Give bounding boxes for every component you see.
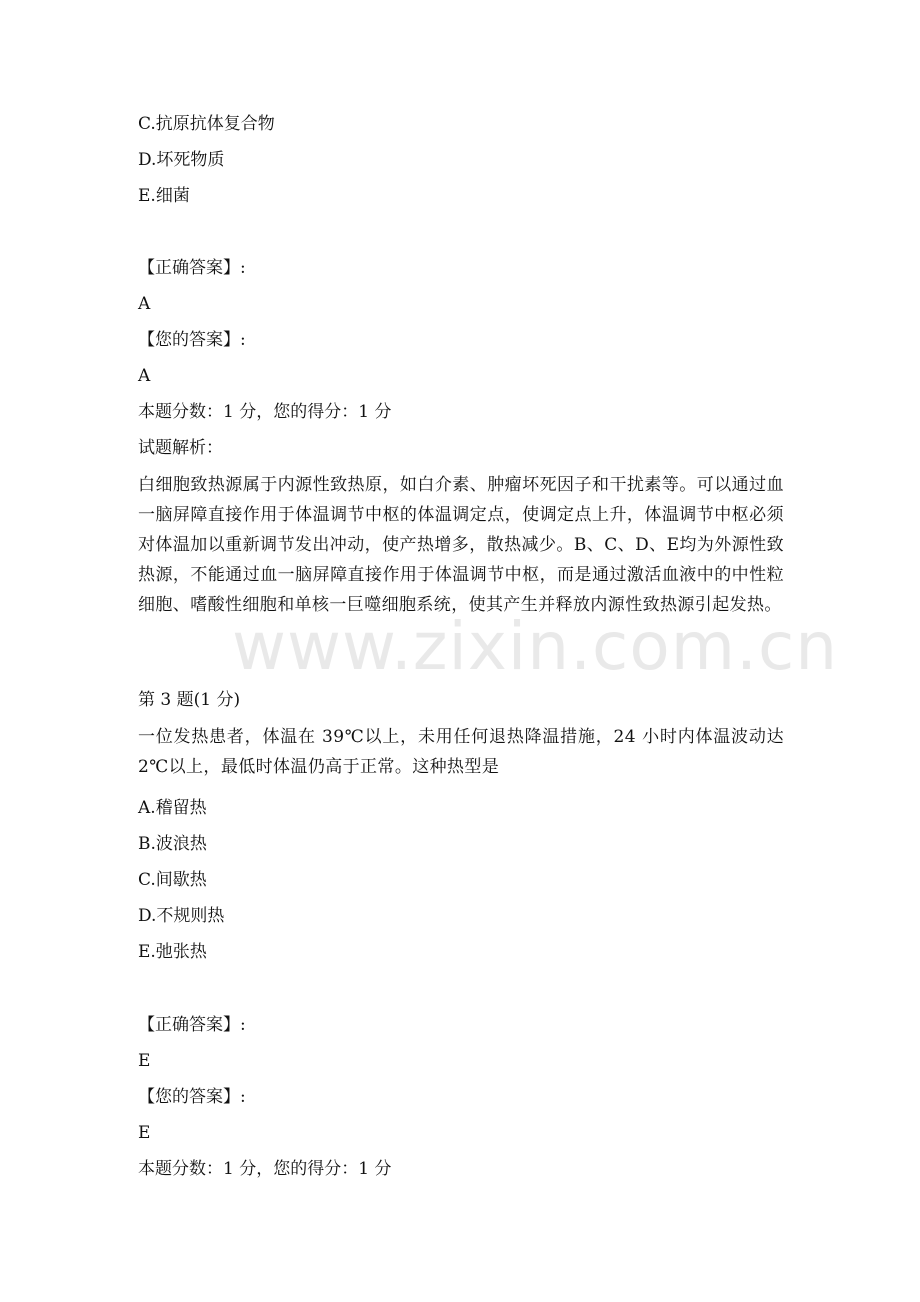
your-answer-value: A: [138, 366, 151, 386]
analysis-label: 试题解析：: [138, 438, 223, 458]
analysis-text: 白细胞致热源属于内源性致热原，如白介素、肿瘤坏死因子和干扰素等。可以通过血一脑屏障直接作用于体温调节中枢的体温调定点，使调定点上升，体温调节中枢必须对体温加以重新调节发出冲动，使产热增多，散热减少。B、C、D、E均为外源性致热源，不能通过血一脑屏障直接作用于体温调节中枢，而是通过激活血液中的中性粒细胞、嗜酸性细胞和单核一巨噬细胞系统，使其产生并释放内源性致热源引起发热。: [138, 475, 784, 615]
option-e: E.弛张热: [138, 942, 207, 962]
option-e: E.细菌: [138, 186, 190, 206]
correct-answer-label: 【正确答案】:: [138, 1015, 246, 1035]
your-answer-label: 【您的答案】:: [138, 1087, 246, 1107]
option-b: B.波浪热: [138, 834, 207, 854]
question-stem: 一位发热患者，体温在 39℃以上，未用任何退热降温措施，24 小时内体温波动达 2℃以上，最低时体温仍高于正常。这种热型是: [138, 727, 784, 777]
option-c: C.抗原抗体复合物: [138, 114, 275, 134]
correct-answer-value: E: [138, 1051, 151, 1071]
watermark: www.zixin.com.cn: [232, 608, 839, 685]
option-c: C.间歇热: [138, 870, 207, 890]
correct-answer-label: 【正确答案】:: [138, 258, 246, 278]
option-d: D.坏死物质: [138, 150, 225, 170]
question-header: 第 3 题(1 分): [138, 690, 241, 710]
your-answer-label: 【您的答案】:: [138, 330, 246, 350]
your-answer-value: E: [138, 1123, 151, 1143]
score-line: 本题分数：1 分，您的得分：1 分: [138, 402, 392, 422]
correct-answer-value: A: [138, 294, 151, 314]
option-d: D.不规则热: [138, 906, 225, 926]
score-line: 本题分数：1 分，您的得分：1 分: [138, 1159, 392, 1179]
option-a: A.稽留热: [138, 798, 207, 818]
